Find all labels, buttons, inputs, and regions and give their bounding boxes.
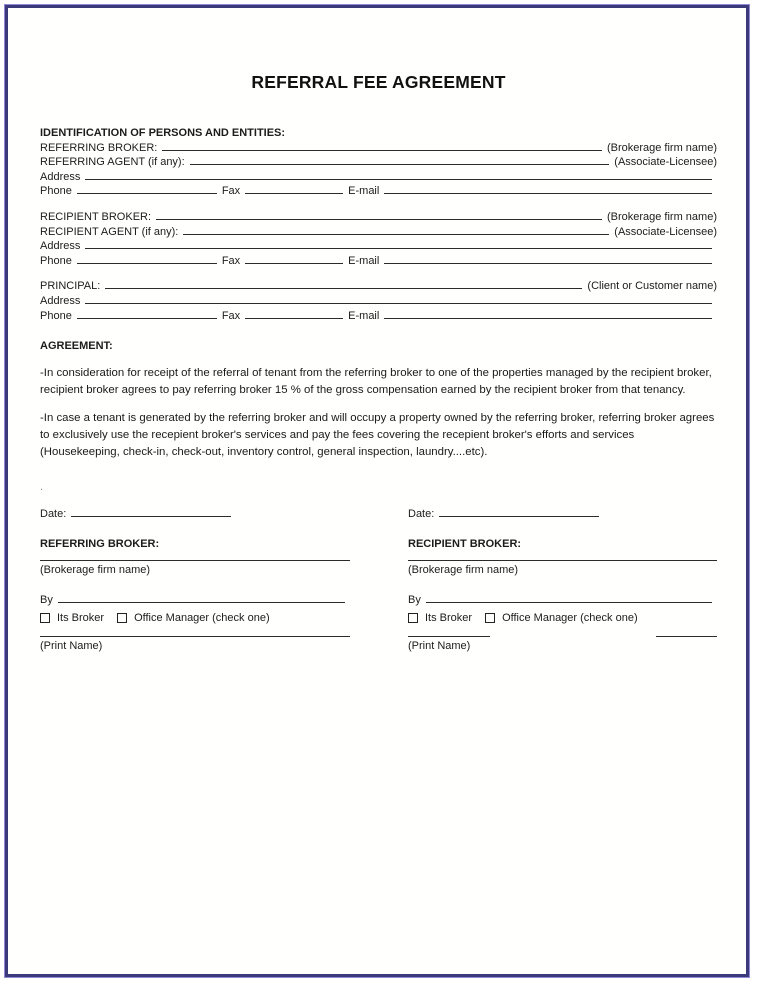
referring-fax-label: Fax	[221, 185, 241, 198]
referring-agent-row	[40, 155, 717, 170]
recipient-broker-input[interactable]	[156, 210, 602, 220]
referring-broker-label: REFERRING BROKER:	[40, 141, 158, 154]
recipient-address-row	[40, 239, 717, 254]
referring-contact-row	[40, 184, 717, 199]
principal-address-row	[40, 294, 717, 309]
recipient-office-manager-label: Office Manager (check one)	[502, 611, 638, 624]
principal-row	[40, 279, 717, 294]
recipient-address-label: Address	[40, 240, 81, 253]
referring-office-manager-checkbox[interactable]	[117, 613, 127, 623]
recipient-broker-label: RECIPIENT BROKER:	[40, 210, 152, 223]
recipient-date-input[interactable]	[439, 507, 599, 517]
recipient-date-label: Date:	[408, 507, 435, 520]
recipient-checkbox-row	[408, 610, 717, 625]
referring-party-header: REFERRING BROKER:	[40, 538, 160, 551]
recipient-fax-input[interactable]	[245, 254, 343, 264]
recipient-date-row	[408, 507, 717, 522]
recipient-print-name-line[interactable]	[408, 636, 490, 637]
recipient-signature-column	[408, 507, 717, 654]
recipient-print-name-hint: (Print Name)	[408, 640, 471, 653]
principal-contact-row	[40, 309, 717, 324]
principal-email-label: E-mail	[348, 309, 380, 322]
referring-by-signature-line[interactable]	[58, 593, 345, 603]
principal-phone-label: Phone	[40, 309, 72, 322]
referring-email-label: E-mail	[348, 185, 380, 198]
principal-address-input[interactable]	[85, 294, 712, 304]
referring-broker-row	[40, 141, 717, 156]
referring-by-row	[40, 593, 350, 608]
referring-firm-hint: (Brokerage firm name)	[40, 563, 151, 576]
referring-phone-label: Phone	[40, 185, 72, 198]
document-page	[5, 5, 749, 977]
recipient-broker-hint: (Brokerage firm name)	[606, 210, 717, 223]
recipient-party-header: RECIPIENT BROKER:	[408, 538, 522, 551]
recipient-by-row	[408, 593, 717, 608]
recipient-agent-hint: (Associate-Licensee)	[614, 225, 717, 238]
referring-checkbox-row	[40, 610, 350, 625]
referring-firm-name-line[interactable]	[40, 560, 350, 561]
recipient-agent-row	[40, 225, 717, 240]
signature-columns	[40, 507, 717, 654]
referring-phone-input[interactable]	[77, 184, 217, 194]
principal-fax-label: Fax	[221, 309, 241, 322]
referring-signature-column	[40, 507, 350, 654]
principal-hint: (Client or Customer name)	[587, 280, 717, 293]
identification-heading: IDENTIFICATION OF PERSONS AND ENTITIES:	[40, 127, 286, 139]
recipient-by-label: By	[408, 594, 421, 607]
recipient-firm-hint: (Brokerage firm name)	[408, 563, 519, 576]
referring-email-input[interactable]	[384, 184, 712, 194]
recipient-its-broker-label: Its Broker	[425, 611, 473, 624]
principal-label: PRINCIPAL:	[40, 280, 101, 293]
referring-broker-hint: (Brokerage firm name)	[606, 141, 717, 154]
referring-agent-hint: (Associate-Licensee)	[614, 156, 717, 169]
referring-by-label: By	[40, 594, 53, 607]
recipient-phone-input[interactable]	[77, 254, 217, 264]
recipient-by-signature-line[interactable]	[426, 593, 712, 603]
principal-address-label: Address	[40, 294, 81, 307]
recipient-contact-row	[40, 254, 717, 269]
principal-email-input[interactable]	[384, 309, 712, 319]
referring-print-name-line[interactable]	[40, 636, 350, 637]
principal-fax-input[interactable]	[245, 309, 343, 319]
referring-fax-input[interactable]	[245, 184, 343, 194]
recipient-phone-label: Phone	[40, 254, 72, 267]
recipient-broker-row	[40, 210, 717, 225]
referring-date-input[interactable]	[71, 507, 231, 517]
recipient-agent-input[interactable]	[183, 225, 609, 235]
identification-section-recipient	[40, 210, 717, 268]
agreement-clause-2: -In case a tenant is generated by the referring broker and will occupy a property owned by the referring broker, referring broker agrees to exclusively use the recepient broker's services and pay the fees covering the recepient broker's efforts and services (Housekeeping, check-in, check-out, inventory control, general inspection, laundry....etc).	[40, 412, 715, 458]
principal-phone-input[interactable]	[77, 309, 217, 319]
identification-section-principal	[40, 279, 717, 323]
agreement-clause-1: -In consideration for receipt of the referral of tenant from the referring broker to one of the properties managed by the recipient broker, recipient broker agrees to pay referring broker 15 % of the gross compensation earned by the recipient broker from that tenancy.	[40, 366, 712, 396]
recipient-its-broker-checkbox[interactable]	[408, 613, 418, 623]
recipient-address-input[interactable]	[85, 239, 712, 249]
referring-broker-input[interactable]	[162, 141, 602, 151]
referring-its-broker-checkbox[interactable]	[40, 613, 50, 623]
referring-agent-input[interactable]	[190, 155, 610, 165]
agreement-section	[40, 340, 717, 354]
referring-address-label: Address	[40, 170, 81, 183]
referring-office-manager-label: Office Manager (check one)	[134, 611, 270, 624]
referring-address-row	[40, 170, 717, 185]
recipient-office-manager-checkbox[interactable]	[485, 613, 495, 623]
referring-print-name-hint: (Print Name)	[40, 640, 103, 653]
agreement-heading: AGREEMENT:	[40, 340, 113, 353]
referring-agent-label: REFERRING AGENT (if any):	[40, 156, 185, 169]
identification-section-referring	[40, 127, 717, 199]
recipient-email-label: E-mail	[348, 254, 380, 267]
document-content	[8, 72, 746, 654]
referring-date-row	[40, 507, 350, 522]
recipient-print-name-row	[408, 636, 717, 637]
referring-date-label: Date:	[40, 507, 67, 520]
recipient-firm-name-line[interactable]	[408, 560, 717, 561]
document-title: REFERRAL FEE AGREEMENT	[251, 72, 506, 92]
referring-its-broker-label: Its Broker	[57, 611, 105, 624]
stray-mark: .	[40, 480, 44, 493]
recipient-email-input[interactable]	[384, 254, 712, 264]
principal-input[interactable]	[105, 279, 582, 289]
recipient-agent-label: RECIPIENT AGENT (if any):	[40, 225, 179, 238]
recipient-extra-line[interactable]	[656, 636, 717, 637]
referring-address-input[interactable]	[85, 170, 712, 180]
recipient-fax-label: Fax	[221, 254, 241, 267]
